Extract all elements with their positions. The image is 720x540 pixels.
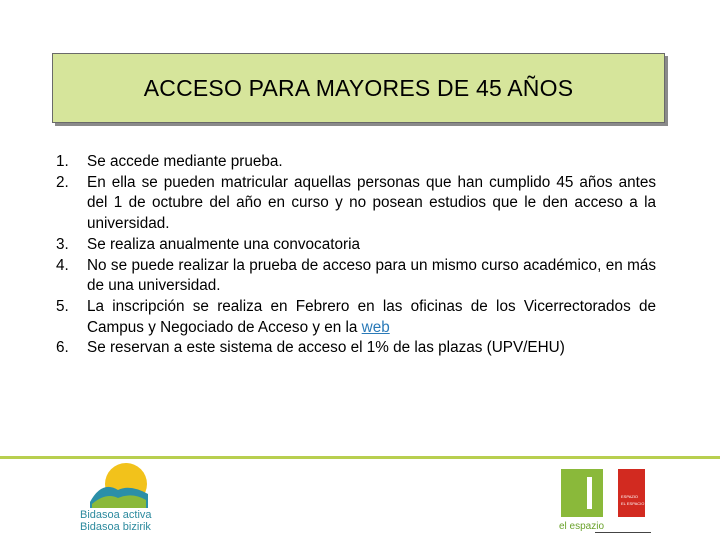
list-item (56, 152, 656, 173)
list-item-number: 1. (56, 153, 69, 170)
list-item-text (87, 297, 656, 338)
list-item-number: 4. (56, 256, 69, 274)
requirements-list (56, 152, 656, 359)
page-title: ACCESO PARA MAYORES DE 45 AÑOS (143, 74, 574, 101)
list-item (56, 235, 656, 256)
red-block-icon (618, 469, 645, 517)
list-item-number: 3. (56, 235, 69, 253)
el-espazio-logo (557, 465, 657, 537)
red-block-text-1: ESPAZIO (621, 494, 639, 499)
logo-caption: el espazio (559, 521, 605, 532)
list-item-text-body: La inscripción se realiza en Febrero en las oficinas de los Vicerrectorados de Campus y Negociado de Acceso y en la (87, 297, 656, 336)
footer-divider (0, 456, 720, 459)
list-item-text: Se reservan a este sistema de acceso el 1% de las plazas (UPV/EHU) (87, 339, 565, 357)
list-item (56, 173, 656, 235)
logo-text-line-2: Bidasoa bizirik (80, 521, 151, 533)
red-block-text-2: EL ESPACIO (621, 501, 645, 506)
list-item (56, 297, 656, 338)
list-item-text: En ella se pueden matricular aquellas personas que han cumplido 45 años antes del 1 de octubre del año en curso y no posean estudios que le den acceso a la universidad. (87, 173, 656, 233)
list-item-text: No se puede realizar la prueba de acceso para un mismo curso académico, en más de una universidad. (87, 256, 656, 295)
web-link[interactable]: web (361, 318, 390, 336)
list-item-number: 5. (56, 297, 69, 315)
list-item-text: Se accede mediante prueba. (87, 153, 283, 170)
green-block-icon (561, 469, 603, 517)
list-item (56, 256, 656, 297)
list-item-number: 2. (56, 173, 69, 191)
bidasoa-mountain-sun-icon (88, 462, 150, 508)
logo-underline (595, 532, 651, 533)
bidasoa-activa-logo (80, 462, 170, 534)
list-item-number: 6. (56, 339, 69, 357)
list-item-text: Se realiza anualmente una convocatoria (87, 235, 360, 253)
list-item (56, 338, 656, 359)
logo-text-line-1: Bidasoa activa (80, 509, 152, 521)
title-box (52, 53, 665, 123)
